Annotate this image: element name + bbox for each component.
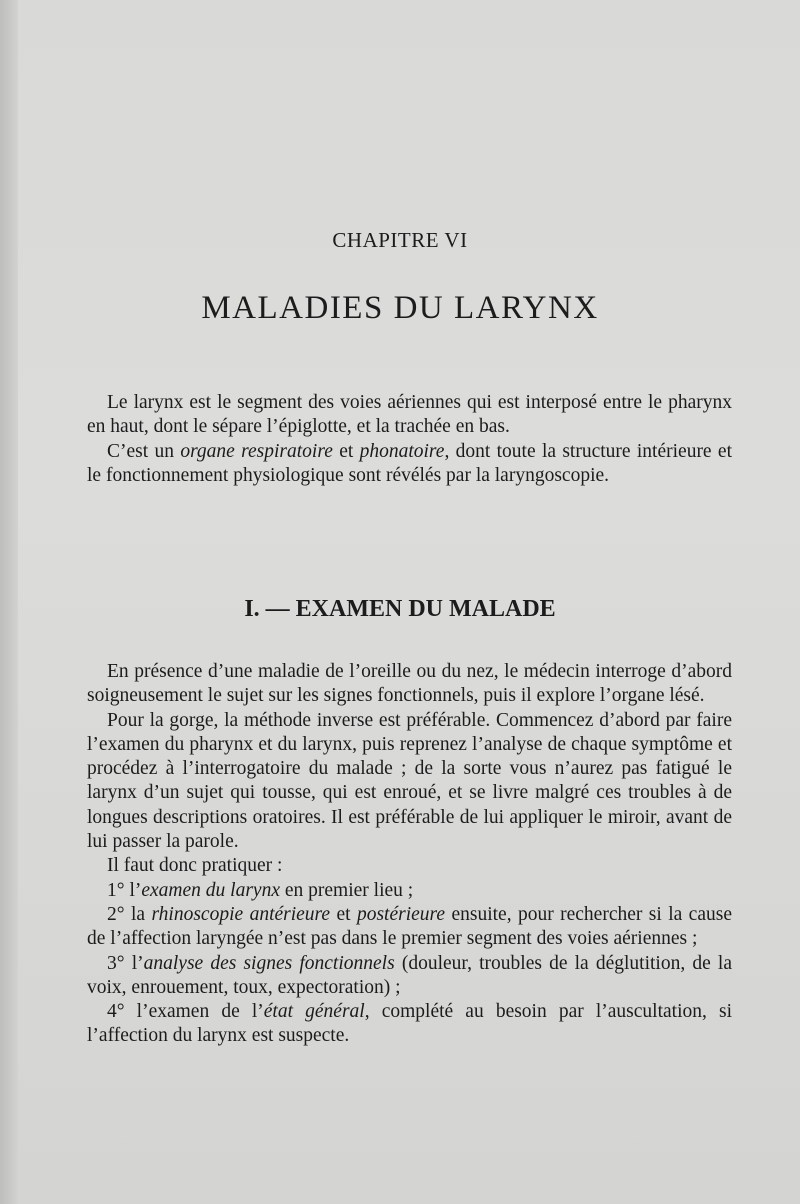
text-run: (douleur, troubles de la déglutition, de la voix, enrouement, toux, expectoration) ; [87,952,732,998]
text-run: C’est un [107,440,181,462]
text-run: la [130,903,152,925]
italic-text: examen du larynx [141,879,280,901]
text-run: l’ [129,879,142,901]
section-text [87,660,732,1049]
list-item-4 [87,1000,732,1049]
chapter-number: CHAPITRE VI [332,228,468,252]
text-run: en premier lieu ; [279,879,414,901]
list-number: 4° [107,1001,137,1023]
intro-text [87,391,732,488]
italic-text: phonatoire [359,440,445,462]
text-run: , complété au besoin par l’auscultation, si l’affection du larynx est suspecte. [87,1001,732,1047]
italic-text: organe respiratoire [180,440,333,462]
intro-paragraph-1: Le larynx est le segment des voies aériennes qui est interposé entre le pharynx en haut, dont le sépare l’épiglotte, et la trachée en bas. [87,392,732,438]
text-run: l’ [131,952,144,974]
text-run: , dont toute la structure intérieure et le fonctionnement physiologique sont révélés par la laryngoscopie. [87,440,732,486]
list-number: 2° [107,903,131,925]
intro-paragraph-2 [87,440,732,489]
list-item-1 [87,879,732,903]
text-run: et [332,440,360,462]
section-paragraph-1: En présence d’une maladie de l’oreille ou du nez, le médecin interroge d’abord soigneusement le sujet sur les signes fonctionnels, puis il explore l’organe lésé. [87,661,732,707]
italic-text: postérieure [356,903,446,925]
text-run: et [330,903,357,925]
italic-text: analyse des signes fonctionnels [143,952,395,974]
list-item-3 [87,952,732,1001]
text-run: l’examen de l’ [136,1001,264,1023]
italic-text: état général [263,1001,365,1023]
section-heading: I. — EXAMEN DU MALADE [244,596,556,622]
list-number: 1° [107,879,130,901]
section-paragraph-3: Il faut donc pratiquer : [107,855,283,877]
italic-text: rhinoscopie antérieure [151,903,331,925]
section-paragraph-2: Pour la gorge, la méthode inverse est préférable. Commencez d’abord par faire l’examen du pharynx et du larynx, puis reprenez l’analyse de chaque symptôme et procédez à l’interrogatoire du malade ; de la sorte vous n’aurez pas fatigué le larynx d’un sujet qui tousse, qui est enroué, et se livre malgré ces troubles à de longues descriptions oratoires. Il est préférable de lui appliquer le miroir, avant de lui passer la parole. [87,709,732,853]
chapter-title: MALADIES DU LARYNX [201,290,599,326]
list-number: 3° [107,952,132,974]
text-run: ensuite, pour rechercher si la cause de l’affection laryngée n’est pas dans le premier segment des voies aériennes ; [87,903,732,950]
list-item-2 [87,903,732,952]
